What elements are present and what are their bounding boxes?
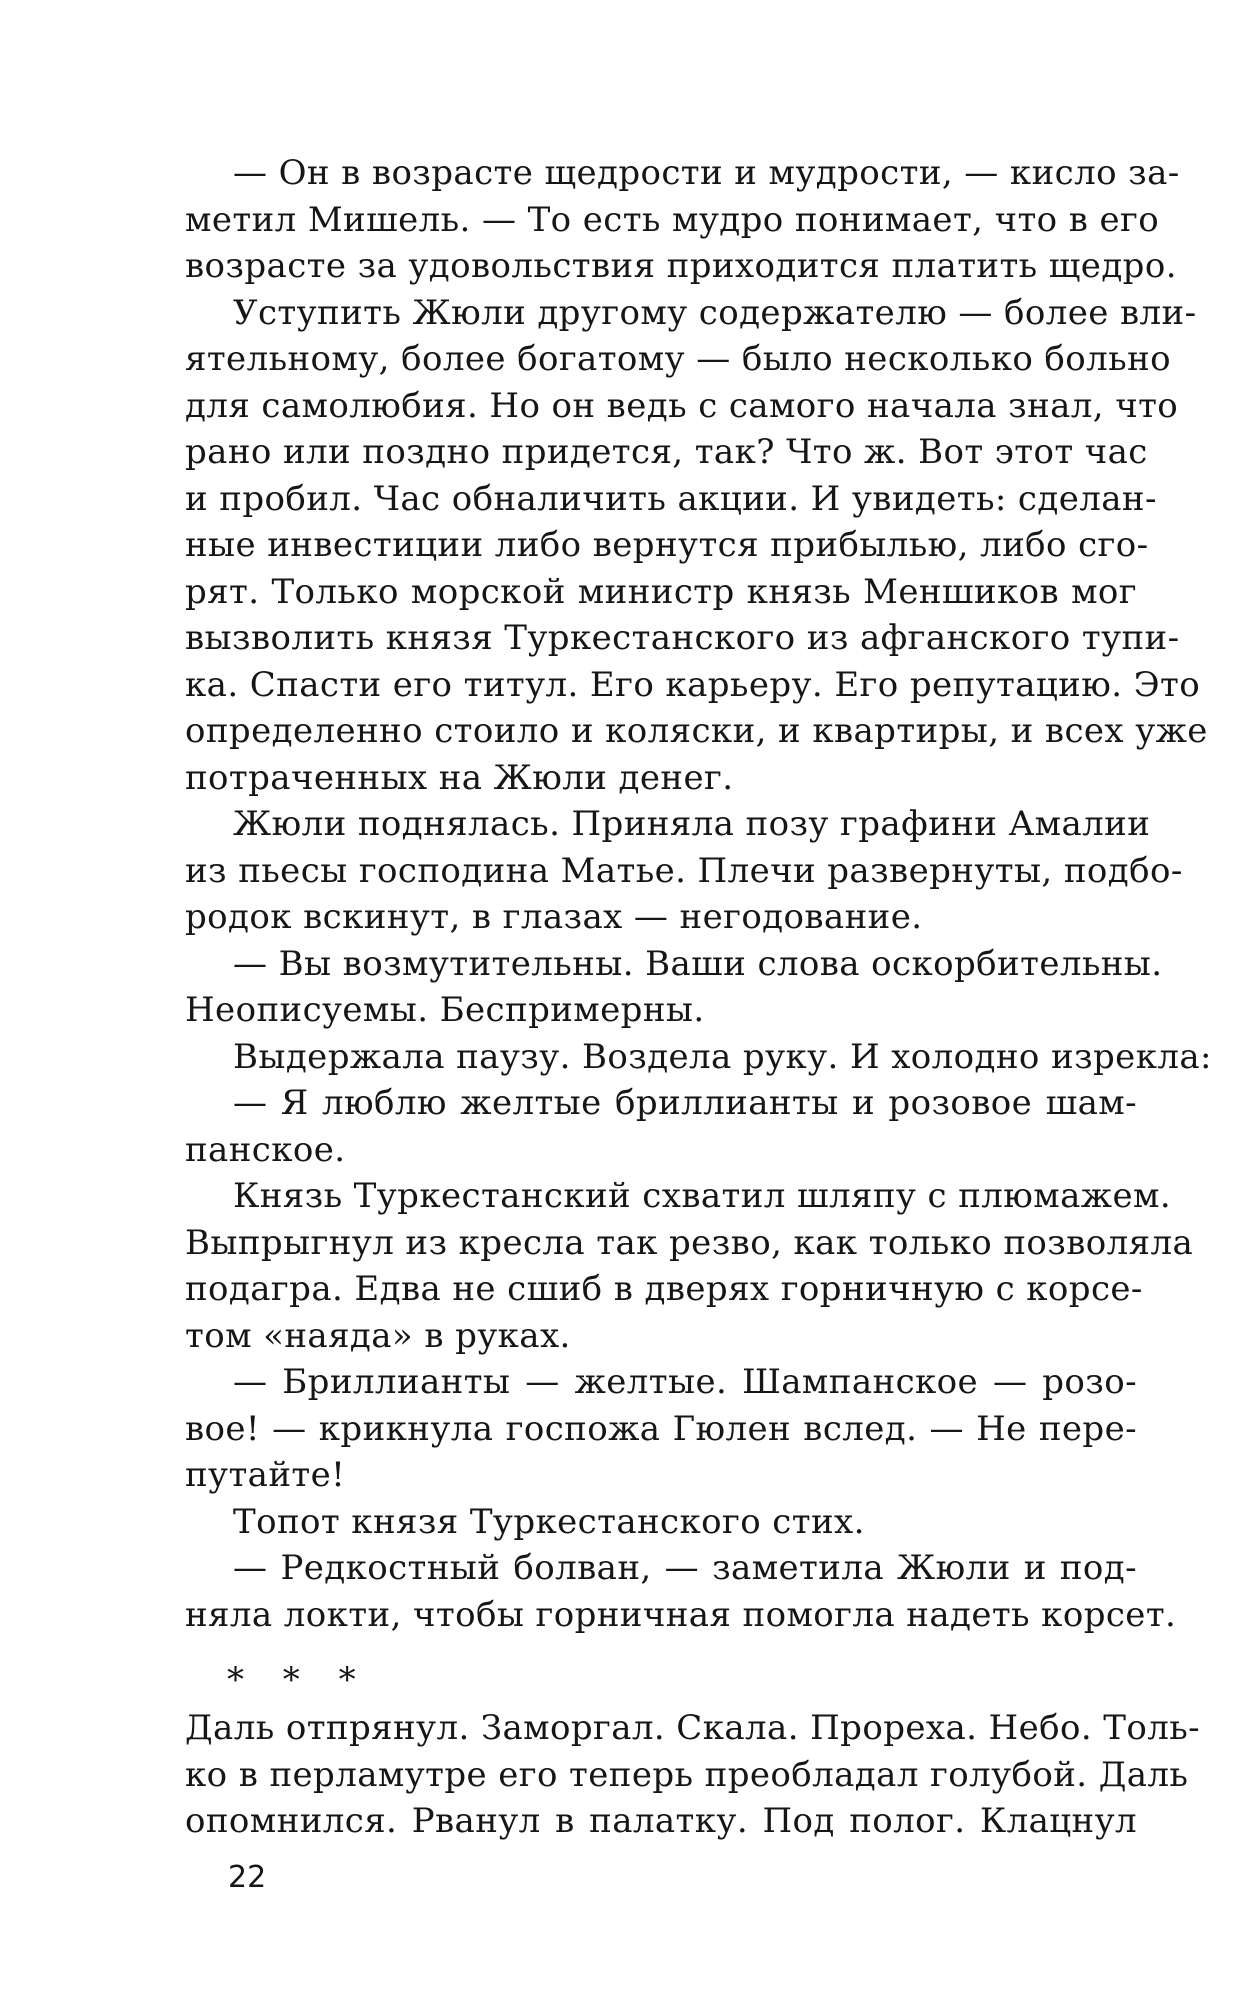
text-line: рано или поздно придется, так? Что ж. Вот этот час (185, 432, 1148, 472)
text-line: Выдержала паузу. Воздела руку. И холодно изрекла: (233, 1036, 1212, 1077)
text-line: Выпрыгнул из кресла так резво, как только позволяла (185, 1222, 1194, 1263)
text-line: Жюли поднялась. Приняла позу графини Амалии (233, 804, 1151, 844)
scene-separator: * * * (227, 1660, 370, 1700)
text-line: возрасте за удовольствия приходится платить щедро. (185, 246, 1177, 286)
text-line: и пробил. Час обналичить акции. И увидеть: сделан- (185, 478, 1157, 519)
text-line: опомнился. Рванул в палатку. Под полог. Клацнул (185, 1801, 1137, 1841)
page-number: 22 (228, 1860, 267, 1895)
text-line: рят. Только морской министр князь Меншиков мог (185, 571, 1137, 612)
text-line: — Бриллианты — желтые. Шампанское — розо- (233, 1362, 1137, 1402)
text-line: вое! — крикнула госпожа Гюлен вслед. — Не пере- (185, 1408, 1137, 1449)
text-line: ка. Спасти его титул. Его карьеру. Его репутацию. Это (185, 664, 1201, 705)
text-line: панское. (185, 1129, 346, 1170)
text-line: Неописуемы. Беспримерны. (185, 990, 705, 1030)
text-line: из пьесы господина Матье. Плечи развернуты, подбо- (185, 850, 1183, 891)
text-line: — Редкостный болван, — заметила Жюли и под- (233, 1548, 1137, 1588)
text-line: путайте! (185, 1455, 346, 1495)
text-line: ко в перламутре его теперь преобладал голубой. Даль (185, 1754, 1189, 1795)
text-line: — Я люблю желтые бриллианты и розовое шам- (233, 1083, 1137, 1123)
text-line: — Вы возмутительны. Ваши слова оскорбительны. (233, 943, 1163, 984)
text-line: определенно стоило и коляски, и квартиры, и всех уже (185, 711, 1208, 751)
text-line: метил Мишель. — То есть мудро понимает, что в его (185, 199, 1160, 240)
text-line: Князь Туркестанский схватил шляпу с плюмажем. (233, 1176, 1172, 1216)
continuation-text (185, 1705, 1201, 1845)
text-line: Даль отпрянул. Заморгал. Скала. Прореха. Небо. Толь- (185, 1708, 1201, 1748)
text-line: потраченных на Жюли денег. (185, 757, 734, 798)
text-line: Топот князя Туркестанского стих. (233, 1501, 865, 1542)
text-line: няла локти, чтобы горничная помогла надеть корсет. (185, 1594, 1177, 1635)
main-text (185, 150, 1212, 1638)
text-line: том «наяда» в руках. (185, 1315, 571, 1356)
text-line: родок вскинут, в глазах — негодование. (185, 897, 923, 937)
text-line: — Он в возрасте щедрости и мудрости, — кисло за- (233, 153, 1180, 193)
text-line: ные инвестиции либо вернутся прибылью, либо сго- (185, 525, 1149, 565)
text-line: подагра. Едва не сшиб в дверях горничную с корсе- (185, 1269, 1143, 1309)
text-line: вызволить князя Туркестанского из афганского тупи- (185, 618, 1180, 658)
text-line: Уступить Жюли другому содержателю — более вли- (233, 292, 1197, 333)
text-line: для самолюбия. Но он ведь с самого начала знал, что (185, 385, 1179, 426)
text-line: ятельному, более богатому — было несколько больно (185, 339, 1172, 379)
